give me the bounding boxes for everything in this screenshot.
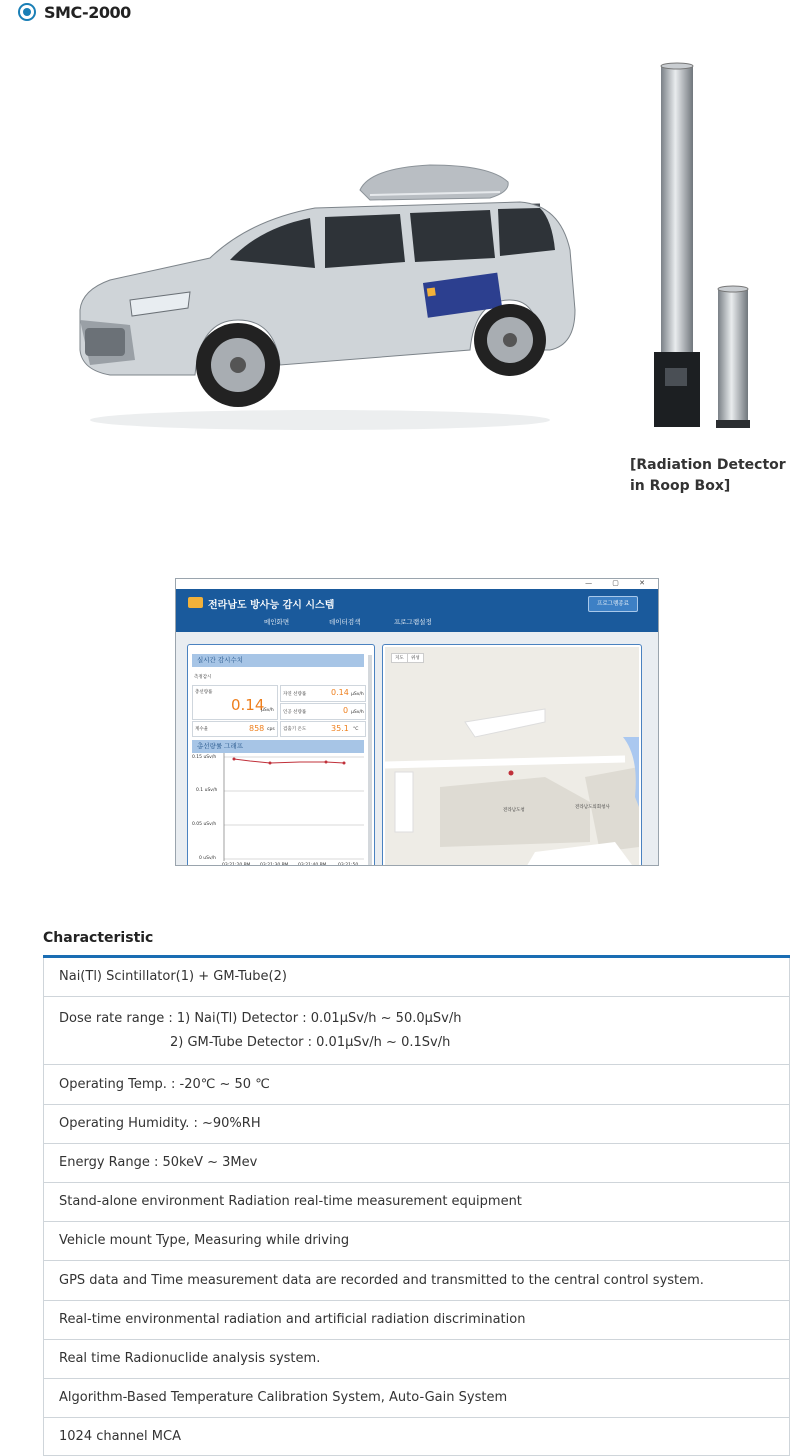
char-row-text: Dose rate range : 1) Nai(Tl) Detector : 0.01µSv/h ~ 50.0µSv/h (59, 1010, 462, 1026)
artificial-dose-unit: µSv/h (351, 710, 364, 715)
char-row-text-2: 2) GM-Tube Detector : 0.01µSv/h ~ 0.1Sv/h (170, 1034, 451, 1050)
radiation-detector-image (650, 60, 760, 445)
char-row-text: Algorithm-Based Temperature Calibration System, Auto-Gain System (59, 1390, 508, 1405)
char-row (43, 1105, 790, 1144)
artificial-dose-label: 인공 선량률 (283, 710, 307, 715)
detector-temp-label: 검출기 온도 (283, 727, 307, 732)
char-row (43, 1065, 790, 1105)
char-row (43, 1340, 790, 1379)
characteristic-title: Characteristic (43, 930, 154, 946)
y-tick-01: 0.1 uSv/h (196, 788, 218, 793)
window-titlebar (176, 579, 658, 589)
exit-program-button[interactable]: 프로그램종료 (588, 596, 638, 612)
map-panel (382, 644, 642, 866)
natural-dose-unit: µSv/h (351, 692, 364, 697)
x-tick-1: 03:21:20 PM (222, 863, 251, 866)
caption-line-1: [Radiation Detector (630, 457, 786, 473)
char-row (43, 1222, 790, 1261)
char-row (43, 1418, 790, 1456)
software-screenshot (175, 578, 659, 866)
char-row-text: Stand-alone environment Radiation real-time measurement equipment (59, 1194, 522, 1209)
char-row (43, 1183, 790, 1222)
dose-graph (188, 645, 374, 866)
detector-temp-value: 35.1 (331, 724, 349, 733)
nav-main[interactable]: 메인화면 (264, 618, 290, 626)
detector-temp-unit: °C (353, 727, 359, 732)
detector-caption (630, 455, 786, 497)
natural-dose-label: 자연 선량률 (283, 692, 307, 697)
char-row-text: Energy Range : 50keV ~ 3Mev (59, 1155, 258, 1170)
char-row-text: Real-time environmental radiation and artificial radiation discrimination (59, 1312, 526, 1327)
map-label-council: 전라남도의회청사 (575, 805, 610, 810)
char-row (43, 1301, 790, 1340)
x-tick-4: 03:21:50 (338, 863, 359, 866)
char-row (43, 997, 790, 1065)
caption-line-2: in Roop Box] (630, 478, 731, 494)
char-row-text: Nai(Tl) Scintillator(1) + GM-Tube(2) (59, 969, 287, 984)
count-rate-value: 858 (249, 724, 265, 733)
monitoring-panel (187, 644, 375, 866)
characteristic-table (43, 955, 790, 1456)
app-logo-icon (188, 597, 203, 608)
panel-scrollbar[interactable] (368, 655, 372, 865)
map-label-province-office: 전라남도청 (503, 808, 525, 813)
char-row (43, 958, 790, 997)
graph-section-header: 총선량률 그래프 (192, 740, 364, 753)
y-tick-0: 0 uSv/h (199, 856, 217, 861)
x-tick-3: 03:21:40 PM (298, 863, 327, 866)
char-row (43, 1144, 790, 1183)
product-header (18, 1, 131, 23)
x-tick-2: 03:21:30 PM (260, 863, 289, 866)
app-header (176, 589, 658, 632)
char-row-text: Vehicle mount Type, Measuring while driving (59, 1233, 350, 1248)
map-view[interactable] (385, 647, 639, 866)
char-row (43, 1261, 790, 1301)
natural-dose-value: 0.14 (331, 688, 349, 697)
nav-data-search[interactable]: 데이터검색 (329, 618, 361, 626)
app-title: 전라남도 방사능 감시 시스템 (208, 600, 335, 611)
total-dose-unit: µSv/h (261, 708, 274, 713)
char-row (43, 1379, 790, 1418)
monitor-subtitle: 측정감시 (194, 675, 212, 680)
window-controls: — ▢ ✕ (585, 579, 654, 587)
total-dose-label: 총선량률 (195, 690, 213, 695)
product-title: SMC-2000 (44, 2, 131, 22)
realtime-section-header: 실시간 감시수치 (192, 654, 364, 667)
map-tab-satellite[interactable]: 위성 (407, 653, 424, 663)
count-rate-unit: cps (267, 727, 275, 732)
y-tick-005: 0.05 uSv/h (192, 822, 217, 827)
artificial-dose-value: 0 (343, 706, 349, 715)
char-row-text: GPS data and Time measurement data are recorded and transmitted to the central control system. (59, 1272, 704, 1288)
app-body (176, 632, 658, 865)
target-icon (18, 3, 36, 21)
char-row-text: 1024 channel MCA (59, 1428, 181, 1444)
count-rate-label: 계수율 (195, 727, 209, 732)
nav-settings[interactable]: 프로그램설정 (394, 618, 432, 626)
y-tick-015: 0.15 uSv/h (192, 755, 217, 760)
char-row-text: Operating Humidity. : ~90%RH (59, 1116, 261, 1131)
total-dose-value: 0.14 (231, 696, 265, 714)
map-tab-map[interactable]: 지도 (391, 653, 408, 663)
vehicle-image (70, 160, 580, 440)
char-row-text: Operating Temp. : -20℃ ~ 50 ℃ (59, 1076, 270, 1092)
char-row-text: Real time Radionuclide analysis system. (59, 1351, 321, 1366)
map-graphic (385, 647, 639, 866)
